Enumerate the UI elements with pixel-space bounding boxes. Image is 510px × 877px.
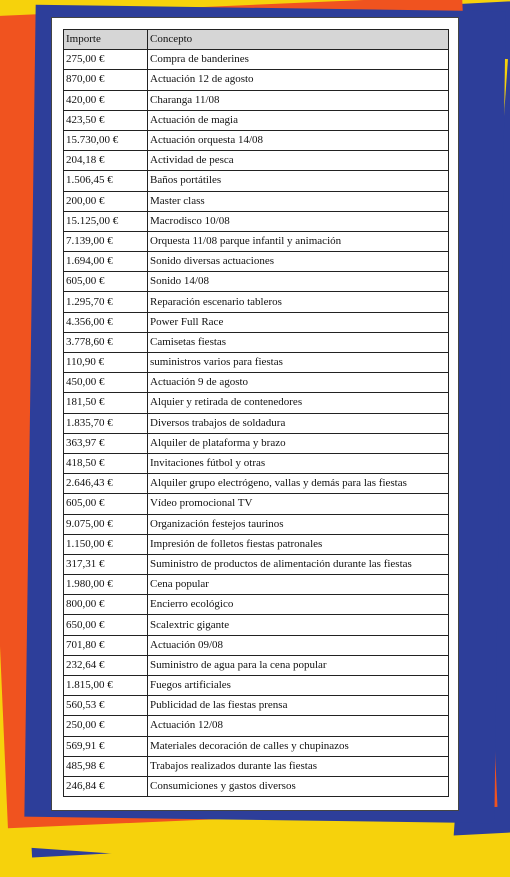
amount-cell: 15.125,00 €: [64, 211, 148, 231]
amount-cell: 418,50 €: [64, 453, 148, 473]
amount-cell: 870,00 €: [64, 70, 148, 90]
table-row: [64, 312, 449, 332]
concept-cell: suministros varios para fiestas: [148, 353, 449, 373]
concept-cell: Alquier y retirada de contenedores: [148, 393, 449, 413]
table-row: [64, 50, 449, 70]
table-body: [64, 50, 449, 797]
amount-cell: 246,84 €: [64, 776, 148, 796]
table-row: [64, 595, 449, 615]
concept-cell: Actuación 09/08: [148, 635, 449, 655]
concept-cell: Macrodisco 10/08: [148, 211, 449, 231]
table-row: [64, 393, 449, 413]
amount-cell: 275,00 €: [64, 50, 148, 70]
concept-cell: Encierro ecológico: [148, 595, 449, 615]
concept-cell: Actividad de pesca: [148, 151, 449, 171]
concept-cell: Fuegos artificiales: [148, 676, 449, 696]
table-row: [64, 211, 449, 231]
concept-cell: Actuación 12 de agosto: [148, 70, 449, 90]
amount-cell: 232,64 €: [64, 655, 148, 675]
header-importe: Importe: [64, 30, 148, 50]
concept-cell: Diversos trabajos de soldadura: [148, 413, 449, 433]
amount-cell: 200,00 €: [64, 191, 148, 211]
concept-cell: Publicidad de las fiestas prensa: [148, 696, 449, 716]
table-row: [64, 635, 449, 655]
concept-cell: Orquesta 11/08 parque infantil y animación: [148, 231, 449, 251]
table-row: [64, 171, 449, 191]
amount-cell: 701,80 €: [64, 635, 148, 655]
table-row: [64, 776, 449, 796]
table-row: [64, 554, 449, 574]
document-sheet: [51, 17, 459, 811]
table-row: [64, 413, 449, 433]
amount-cell: 420,00 €: [64, 90, 148, 110]
concept-cell: Scalextric gigante: [148, 615, 449, 635]
concept-cell: Trabajos realizados durante las fiestas: [148, 756, 449, 776]
table-row: [64, 514, 449, 534]
concept-cell: Materiales decoración de calles y chupinazos: [148, 736, 449, 756]
table-row: [64, 373, 449, 393]
concept-cell: Actuación de magia: [148, 110, 449, 130]
table-row: [64, 736, 449, 756]
table-row: [64, 716, 449, 736]
concept-cell: Alquiler de plataforma y brazo: [148, 433, 449, 453]
concept-cell: Vídeo promocional TV: [148, 494, 449, 514]
concept-cell: Power Full Race: [148, 312, 449, 332]
amount-cell: 485,98 €: [64, 756, 148, 776]
table-row: [64, 272, 449, 292]
concept-cell: Baños portátiles: [148, 171, 449, 191]
table-row: [64, 575, 449, 595]
amount-cell: 1.694,00 €: [64, 252, 148, 272]
amount-cell: 800,00 €: [64, 595, 148, 615]
table-row: [64, 231, 449, 251]
concept-cell: Actuación orquesta 14/08: [148, 130, 449, 150]
amount-cell: 15.730,00 €: [64, 130, 148, 150]
table-row: [64, 655, 449, 675]
amount-cell: 4.356,00 €: [64, 312, 148, 332]
table-row: [64, 676, 449, 696]
concept-cell: Consumiciones y gastos diversos: [148, 776, 449, 796]
table-row: [64, 90, 449, 110]
concept-cell: Actuación 12/08: [148, 716, 449, 736]
concept-cell: Master class: [148, 191, 449, 211]
concept-cell: Suministro de productos de alimentación durante las fiestas: [148, 554, 449, 574]
amount-cell: 3.778,60 €: [64, 332, 148, 352]
amount-cell: 423,50 €: [64, 110, 148, 130]
amount-cell: 1.506,45 €: [64, 171, 148, 191]
table-row: [64, 453, 449, 473]
table-row: [64, 696, 449, 716]
amount-cell: 181,50 €: [64, 393, 148, 413]
header-concepto: Concepto: [148, 30, 449, 50]
amount-cell: 363,97 €: [64, 433, 148, 453]
concept-cell: Invitaciones fútbol y otras: [148, 453, 449, 473]
table-row: [64, 130, 449, 150]
amount-cell: 605,00 €: [64, 494, 148, 514]
table-row: [64, 191, 449, 211]
amount-cell: 1.295,70 €: [64, 292, 148, 312]
table-row: [64, 292, 449, 312]
table-header-row: [64, 30, 449, 50]
table-row: [64, 353, 449, 373]
amount-cell: 7.139,00 €: [64, 231, 148, 251]
expenses-table: [63, 29, 449, 797]
table-row: [64, 474, 449, 494]
amount-cell: 605,00 €: [64, 272, 148, 292]
amount-cell: 9.075,00 €: [64, 514, 148, 534]
amount-cell: 250,00 €: [64, 716, 148, 736]
amount-cell: 317,31 €: [64, 554, 148, 574]
table-row: [64, 332, 449, 352]
table-row: [64, 534, 449, 554]
table-row: [64, 110, 449, 130]
table-row: [64, 433, 449, 453]
table-row: [64, 756, 449, 776]
concept-cell: Suministro de agua para la cena popular: [148, 655, 449, 675]
amount-cell: 110,90 €: [64, 353, 148, 373]
amount-cell: 204,18 €: [64, 151, 148, 171]
table-row: [64, 252, 449, 272]
amount-cell: 450,00 €: [64, 373, 148, 393]
concept-cell: Actuación 9 de agosto: [148, 373, 449, 393]
amount-cell: 650,00 €: [64, 615, 148, 635]
concept-cell: Sonido 14/08: [148, 272, 449, 292]
concept-cell: Compra de banderines: [148, 50, 449, 70]
table-row: [64, 615, 449, 635]
table-row: [64, 70, 449, 90]
amount-cell: 1.150,00 €: [64, 534, 148, 554]
amount-cell: 560,53 €: [64, 696, 148, 716]
table-row: [64, 494, 449, 514]
table-row: [64, 151, 449, 171]
concept-cell: Camisetas fiestas: [148, 332, 449, 352]
amount-cell: 569,91 €: [64, 736, 148, 756]
concept-cell: Impresión de folletos fiestas patronales: [148, 534, 449, 554]
concept-cell: Alquiler grupo electrógeno, vallas y demás para las fiestas: [148, 474, 449, 494]
concept-cell: Charanga 11/08: [148, 90, 449, 110]
concept-cell: Organización festejos taurinos: [148, 514, 449, 534]
concept-cell: Sonido diversas actuaciones: [148, 252, 449, 272]
concept-cell: Reparación escenario tableros: [148, 292, 449, 312]
amount-cell: 2.646,43 €: [64, 474, 148, 494]
amount-cell: 1.835,70 €: [64, 413, 148, 433]
amount-cell: 1.815,00 €: [64, 676, 148, 696]
amount-cell: 1.980,00 €: [64, 575, 148, 595]
concept-cell: Cena popular: [148, 575, 449, 595]
